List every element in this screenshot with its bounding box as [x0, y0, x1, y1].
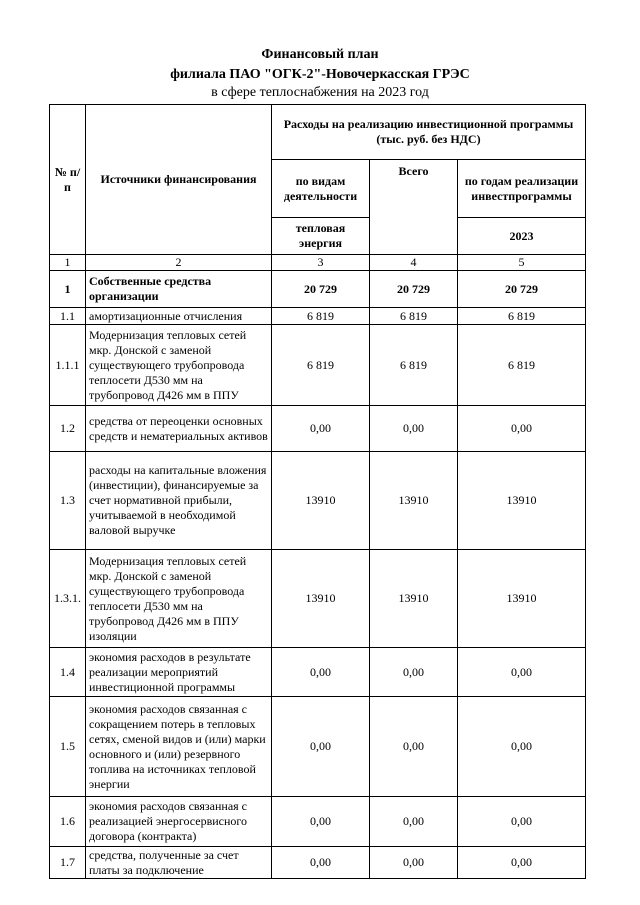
- row-name: средства, полученные за счет платы за подключение: [86, 847, 272, 879]
- row-value-activity: 6 819: [272, 308, 370, 325]
- header-expenses: Расходы на реализацию инвестиционной программы (тыс. руб. без НДС): [272, 105, 586, 160]
- row-value-year: 0,00: [458, 797, 586, 847]
- row-name: средства от переоценки основных средств и нематериальных активов: [86, 406, 272, 452]
- row-value-activity: 13910: [272, 550, 370, 648]
- row-value-year: 6 819: [458, 325, 586, 406]
- table-row: [50, 648, 586, 697]
- row-value-total: 0,00: [370, 797, 458, 847]
- row-name: экономия расходов связанная с сокращением потерь в тепловых сетях, сменой видов и (или) марки основного и (или) резервного топлива на источниках тепловой энергии: [86, 697, 272, 797]
- row-name: расходы на капитальные вложения (инвестиции), финансируемые за счет нормативной прибыли, учитываемой в необходимой валовой выручке: [86, 452, 272, 550]
- row-value-total: 20 729: [370, 271, 458, 308]
- doc-title-line3: в сфере теплоснабжения на 2023 год: [211, 85, 429, 100]
- row-value-activity: 6 819: [272, 325, 370, 406]
- row-value-activity: 0,00: [272, 797, 370, 847]
- header-year: 2023: [458, 218, 586, 255]
- row-value-year: 0,00: [458, 697, 586, 797]
- row-name: Собственные средства организации: [86, 271, 272, 308]
- row-value-year: 13910: [458, 452, 586, 550]
- index-cell: 5: [458, 255, 586, 271]
- header-num: № п/п: [50, 105, 86, 255]
- row-num: 1.3.1.: [50, 550, 86, 648]
- financial-plan-table: [49, 104, 586, 879]
- index-cell: 1: [50, 255, 86, 271]
- header-by-activity: по видам деятельности: [272, 160, 370, 218]
- table-row: [50, 271, 586, 308]
- row-value-activity: 0,00: [272, 847, 370, 879]
- row-value-total: 13910: [370, 550, 458, 648]
- row-name: амортизационные отчисления: [86, 308, 272, 325]
- row-name: Модернизация тепловых сетей мкр. Донской с заменой существующего трубопровода теплосети Д530 мм на трубопровод Д426 мм в ППУ изоляции: [86, 550, 272, 648]
- row-value-year: 20 729: [458, 271, 586, 308]
- row-value-year: 0,00: [458, 648, 586, 697]
- row-value-total: 0,00: [370, 648, 458, 697]
- row-value-total: 13910: [370, 452, 458, 550]
- row-num: 1: [50, 271, 86, 308]
- row-value-total: 6 819: [370, 308, 458, 325]
- row-value-year: 0,00: [458, 406, 586, 452]
- row-value-activity: 13910: [272, 452, 370, 550]
- row-name: экономия расходов связанная с реализацией энергосервисного договора (контракта): [86, 797, 272, 847]
- row-num: 1.6: [50, 797, 86, 847]
- row-value-year: 0,00: [458, 847, 586, 879]
- table-row: [50, 308, 586, 325]
- doc-title-line1: Финансовый план: [261, 47, 379, 62]
- row-value-activity: 0,00: [272, 697, 370, 797]
- row-value-year: 6 819: [458, 308, 586, 325]
- row-num: 1.4: [50, 648, 86, 697]
- row-num: 1.5: [50, 697, 86, 797]
- table-row: [50, 550, 586, 648]
- row-value-activity: 0,00: [272, 648, 370, 697]
- row-value-total: 0,00: [370, 847, 458, 879]
- table-row: [50, 797, 586, 847]
- row-num: 1.1.1: [50, 325, 86, 406]
- row-value-total: 0,00: [370, 406, 458, 452]
- header-activity-name: тепловая энергия: [272, 218, 370, 255]
- row-name: экономия расходов в результате реализации мероприятий инвестиционной программы: [86, 648, 272, 697]
- row-value-activity: 20 729: [272, 271, 370, 308]
- row-num: 1.7: [50, 847, 86, 879]
- row-num: 1.2: [50, 406, 86, 452]
- row-num: 1.3: [50, 452, 86, 550]
- header-by-years: по годам реализации инвестпрограммы: [458, 160, 586, 218]
- row-name: Модернизация тепловых сетей мкр. Донской с заменой существующего трубопровода теплосети Д530 мм на трубопровод Д426 мм в ППУ: [86, 325, 272, 406]
- index-cell: 4: [370, 255, 458, 271]
- table-row: [50, 847, 586, 879]
- index-cell: 3: [272, 255, 370, 271]
- table-row: [50, 406, 586, 452]
- row-value-activity: 0,00: [272, 406, 370, 452]
- row-value-year: 13910: [458, 550, 586, 648]
- index-cell: 2: [86, 255, 272, 271]
- row-num: 1.1: [50, 308, 86, 325]
- table-row: [50, 325, 586, 406]
- header-source: Источники финансирования: [86, 105, 272, 255]
- row-value-total: 0,00: [370, 697, 458, 797]
- index-row: [50, 255, 586, 271]
- header-total: Всего: [370, 160, 458, 255]
- table-row: [50, 452, 586, 550]
- table-row: [50, 697, 586, 797]
- row-value-total: 6 819: [370, 325, 458, 406]
- doc-title-line2: филиала ПАО "ОГК-2"-Новочеркасская ГРЭС: [170, 67, 470, 82]
